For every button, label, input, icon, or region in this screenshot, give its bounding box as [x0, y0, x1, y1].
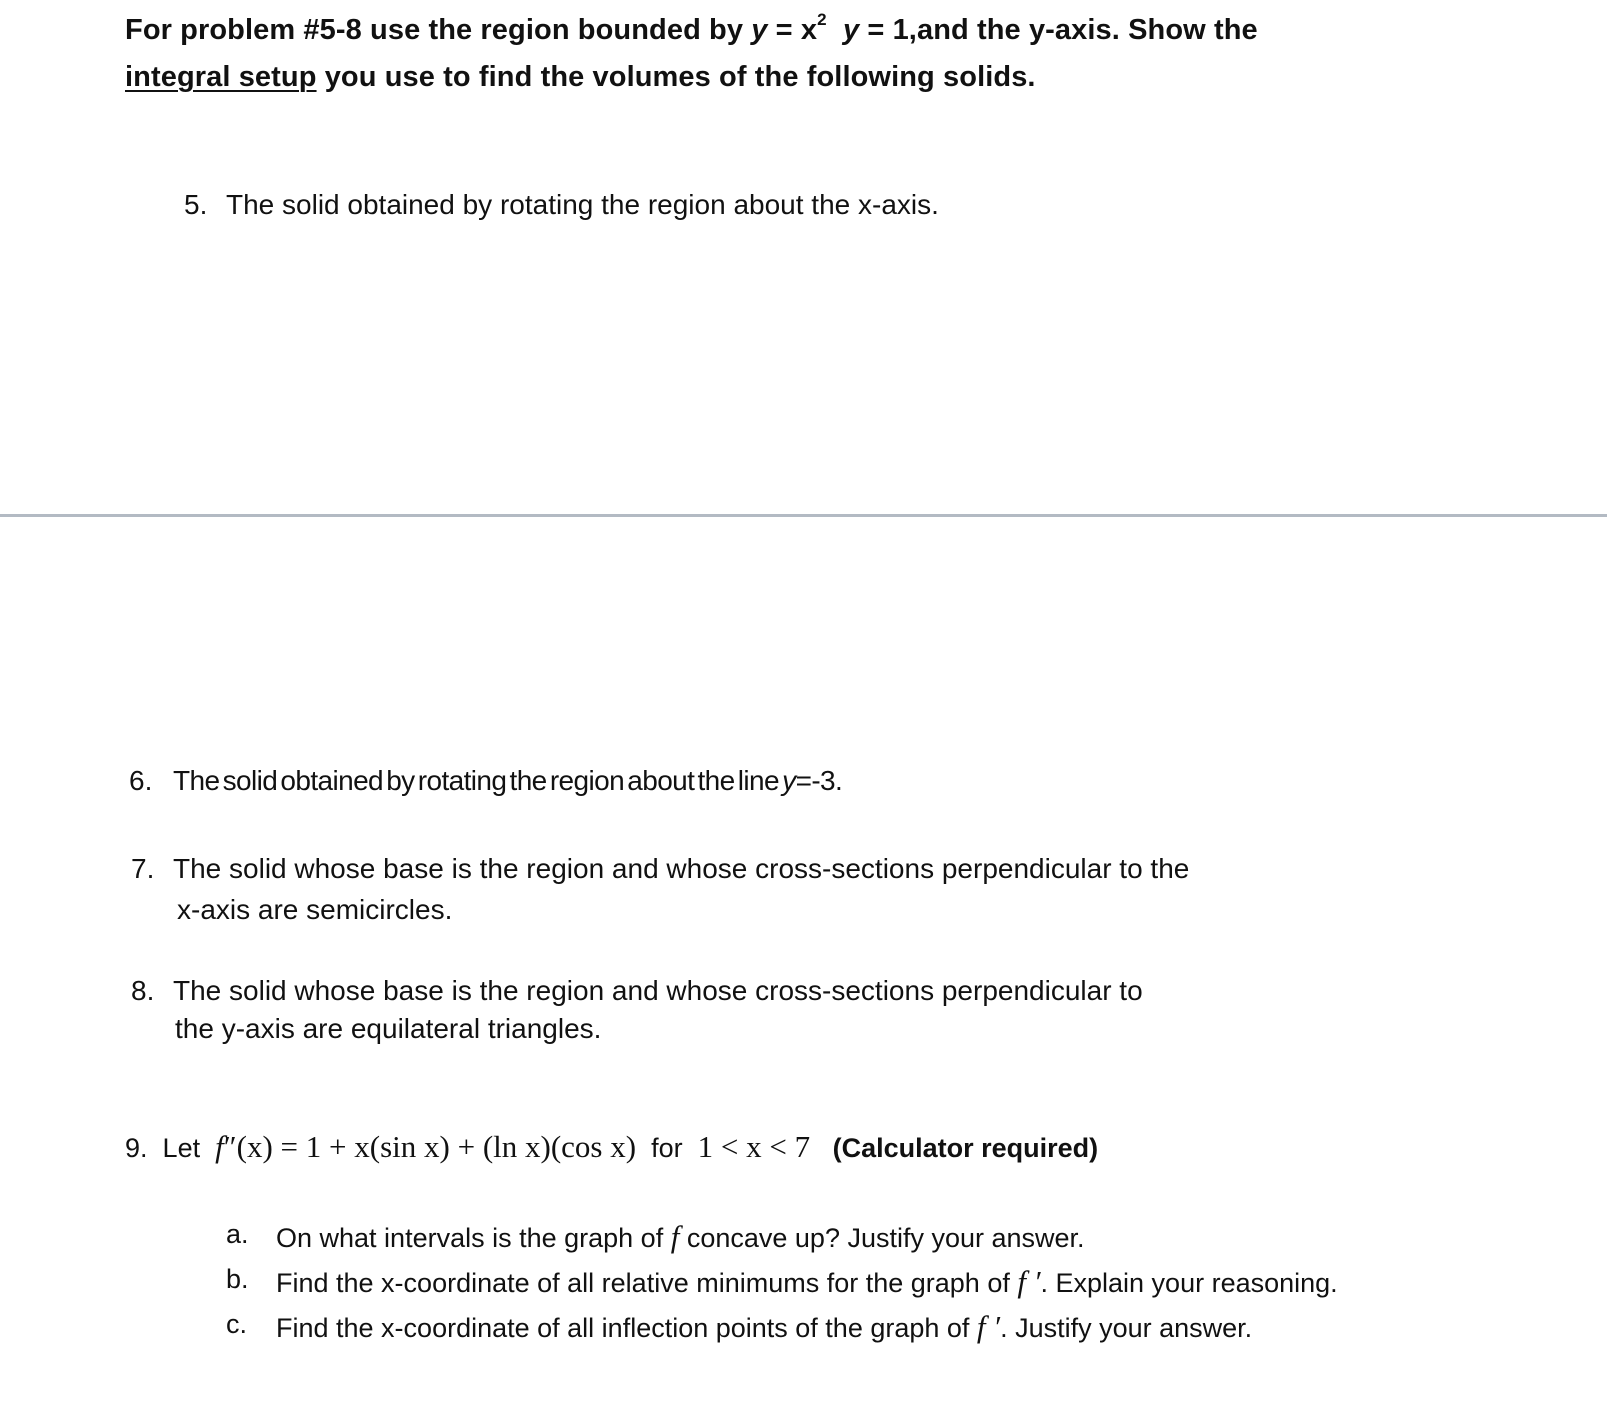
part-c-label: c. — [226, 1309, 248, 1339]
part-text-end: . Explain your reasoning. — [1040, 1268, 1338, 1298]
problem-6 — [129, 765, 842, 797]
part-text: On what intervals is the graph of — [276, 1223, 671, 1253]
part-c — [276, 1309, 1252, 1345]
problem-9 — [125, 1129, 1098, 1165]
eq-var-y: y — [751, 14, 768, 46]
domain: 1 < x < 7 — [697, 1129, 811, 1164]
page-divider — [0, 514, 1607, 517]
calculator-note: (Calculator required) — [832, 1133, 1099, 1163]
intro-text-end: and the y-axis. Show the — [916, 14, 1258, 46]
eq-exponent: 2 — [817, 10, 827, 29]
problem-text: The solid obtained by rotating the region about the line — [173, 765, 783, 796]
problem-8 — [131, 975, 1143, 1007]
formula-body: (x) = 1 + x(sin x) + (ln x)(cos x) — [236, 1129, 637, 1164]
problem-text-cont: the y-axis are equilateral triangles. — [175, 1013, 602, 1044]
problem-number: 7. — [131, 853, 155, 884]
formula-f: f — [215, 1129, 224, 1164]
part-symbol: f ′ — [1017, 1264, 1041, 1299]
problem-number: 6. — [129, 765, 153, 796]
problem-7 — [131, 853, 1189, 885]
part-symbol: f ′ — [976, 1309, 1001, 1344]
let-word: Let — [162, 1133, 201, 1163]
problem-5 — [184, 189, 939, 221]
problem-number: 9. — [125, 1133, 148, 1163]
eq-rhs: = x — [767, 14, 818, 46]
part-b-label: b. — [226, 1264, 249, 1294]
part-a-label: a. — [226, 1219, 249, 1249]
formula-primes: ″ — [223, 1129, 237, 1164]
underlined-phrase: integral setup — [125, 61, 317, 93]
problem-text-end: =-3. — [795, 765, 843, 796]
formula — [215, 1129, 636, 1164]
eq-var-y-2: y — [842, 14, 860, 46]
problem-number: 8. — [131, 975, 155, 1006]
part-text-end: . Justify your answer. — [1000, 1313, 1253, 1343]
for-word: for — [651, 1133, 683, 1163]
problem-8-cont — [175, 1013, 601, 1045]
part-text: Find the x-coordinate of all inflection points of the graph of — [276, 1313, 977, 1343]
part-b — [276, 1264, 1338, 1300]
intro-text-2: you use to find the volumes of the following solids. — [316, 61, 1036, 93]
part-a — [276, 1219, 1085, 1255]
problem-7-cont — [177, 894, 452, 926]
problem-var: y — [782, 765, 796, 796]
problem-text: The solid obtained by rotating the region about the x-axis. — [226, 189, 939, 220]
part-text-end: concave up? Justify your answer. — [679, 1223, 1085, 1253]
problem-text-cont: x-axis are semicircles. — [177, 894, 453, 925]
problem-number: 5. — [184, 189, 208, 220]
intro-line-2 — [125, 61, 1036, 94]
intro-text: For problem #5-8 use the region bounded by — [125, 14, 752, 46]
part-symbol: f — [670, 1219, 680, 1254]
problem-text: The solid whose base is the region and whose cross-sections perpendicular to — [173, 975, 1143, 1006]
eq-rhs-2: = 1, — [859, 14, 917, 46]
intro-line-1 — [125, 10, 1258, 47]
part-text: Find the x-coordinate of all relative minimums for the graph of — [276, 1268, 1018, 1298]
problem-text: The solid whose base is the region and whose cross-sections perpendicular to the — [173, 853, 1190, 884]
